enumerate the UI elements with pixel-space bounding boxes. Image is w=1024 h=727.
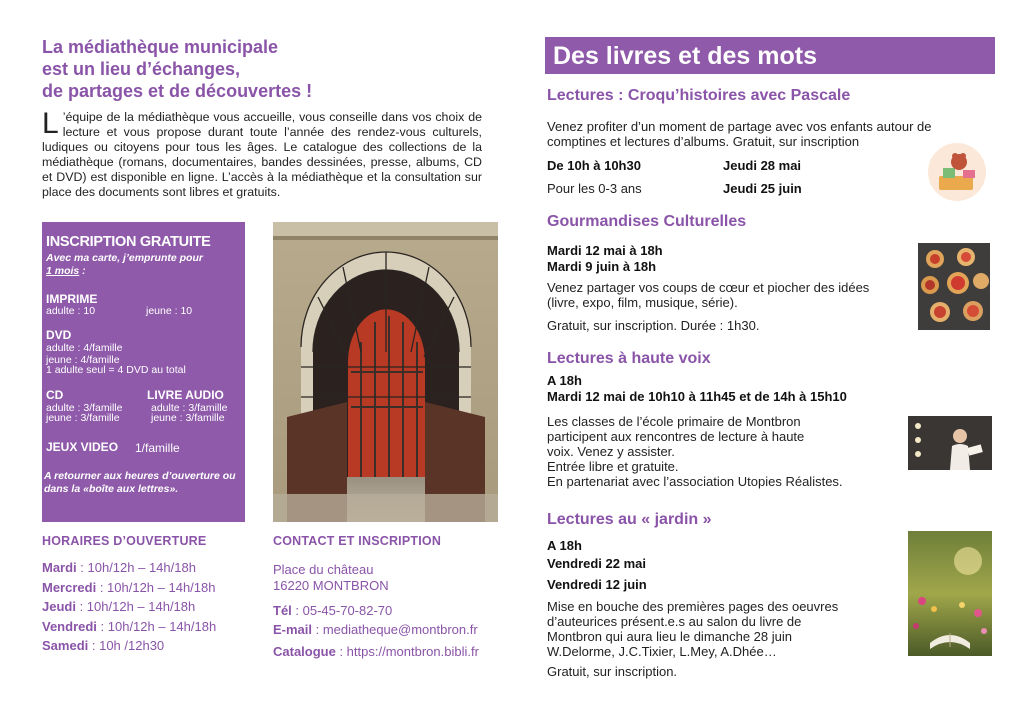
haute-voix-text [547,414,907,489]
contact-phone[interactable] [273,603,392,618]
dvd-label: DVD [46,328,72,342]
livre-audio-line-2: jeune : 3/famille [151,412,225,424]
cd-label: CD [46,388,64,402]
inscription-subtitle [46,252,236,278]
banner-title: Des livres et des mots [553,42,818,70]
day-hours: : 10h/12h – 14h/18h [75,599,196,614]
jardin-time: A 18h [547,538,582,553]
inscription-title: INSCRIPTION GRATUITE [46,234,211,250]
horaires-list [42,558,262,656]
haute-voix-line: participent aux rencontres de lecture à haute [547,429,805,444]
day-label: Mardi [42,560,77,575]
email-label: E-mail [273,622,313,637]
day-label: Vendredi [42,618,97,634]
croq-text: Venez profiter d’un moment de partage avec vos enfants autour de comptines et lectures d’albums. Gratuit, sur inscription [547,119,932,149]
horaires-title: HORAIRES D’OUVERTURE [42,534,207,548]
croq-age: Pour les 0-3 ans [547,181,642,196]
haute-voix-line: En partenariat avec l’association Utopies Réalistes. [547,474,843,489]
jardin-date-2: Vendredi 12 juin [547,577,647,592]
jardin-line: d’auteurices présent.e.s au salon du livre de [547,614,802,629]
intro-title [42,36,482,102]
horaires-row-samedi [42,636,262,656]
croq-time: De 10h à 10h30 [547,158,641,173]
inscription-box [42,222,245,522]
haute-voix-title: Lectures à haute voix [547,350,711,367]
catalogue-label: Catalogue [273,644,336,659]
horaires-row-jeudi [42,597,262,617]
contact-address-1: Place du château [273,562,374,577]
day-hours: : 10h/12h – 14h/18h [96,579,216,595]
haute-voix-photo [908,416,992,470]
dvd-line-2: jeune : 4/famille [46,354,120,366]
day-hours: : 10h/12h – 14h/18h [76,560,196,575]
intro-title-line-3: de partages et de découvertes ! [42,81,313,101]
jeux-video-label: JEUX VIDEO [46,440,119,454]
contact-address-2: 16220 MONTBRON [273,578,389,593]
croq-title: Lectures : Croqu’histoires avec Pascale [547,87,851,104]
haute-voix-time: A 18h [547,373,582,388]
jardin-line: Mise en bouche des premières pages des oeuvres [547,599,839,614]
jardin-title: Lectures au « jardin » [547,511,712,528]
gourm-info: Gratuit, sur inscription. Durée : 1h30. [547,318,760,333]
imprime-adulte: adulte : 10 [46,305,96,317]
day-label: Jeudi [42,599,76,614]
haute-voix-line: Les classes de l’école primaire de Montbron [547,414,801,429]
horaires-row-vendredi [42,617,262,637]
livre-audio-label: LIVRE AUDIO [147,388,224,402]
day-hours: : 10h/12h – 14h/18h [96,618,217,634]
dvd-line-1: adulte : 4/famille [46,342,123,354]
jardin-flowers-photo [908,531,992,656]
intro-dropcap: L [42,107,59,140]
inscription-return-note: A retourner aux heures d’ouverture ou dans la «boîte aux lettres». [44,470,236,495]
contact-email[interactable] [273,622,478,637]
gourm-text: Venez partager vos coups de cœur et piocher des idées (livre, expo, film, musique, série). [547,280,870,310]
croq-date-2: Jeudi 25 juin [723,181,802,196]
day-label: Samedi [42,638,89,653]
intro-title-line-1: La médiathèque municipale [42,37,279,57]
haute-voix-line: Entrée libre et gratuite. [547,459,679,474]
intro-body: ’équipe de la médiathèque vous accueille, vous conseille dans vos choix de lecture et vous propose durant toute l’année des rendez-vous culturels, ludiques ou citoyens pour tous les âges. Le catalogue des collections de la médiathèque (romans, documentaires, bandes dessinées, presse, albums, CD et DVD) est disponible en ligne. L’accès à la médiathèque et la consultation sur place des documents sont libres et gratuits. [42,110,482,199]
day-hours: : 10h /12h30 [88,638,165,653]
inscription-subtitle-colon: : [79,265,86,277]
haute-voix-line: voix. Venez y assister. [547,444,675,459]
horaires-row-mercredi [42,578,262,598]
jardin-line: Montbron qui aura lieu le dimanche 28 juin [547,629,792,644]
contact-catalogue-link[interactable] [273,644,479,659]
cd-line-2: jeune : 3/famille [46,412,120,424]
mediatheque-gate-photo [273,222,498,522]
cd-line-1: adulte : 3/famille [46,402,123,414]
email-value: : mediatheque@montbron.fr [312,622,478,637]
imprime-label: IMPRIME [46,292,98,306]
jardin-date-1: Vendredi 22 mai [547,556,646,571]
day-label: Mercredi [42,579,97,595]
dvd-line-3: 1 adulte seul = 4 DVD au total [46,364,186,376]
jardin-line: W.Delorme, J.C.Tixier, L.Mey, A.Dhée… [547,644,777,659]
inscription-subtitle-text: Avec ma carte, j’emprunte pour [46,252,203,264]
gourm-date-2: Mardi 9 juin à 18h [547,259,657,274]
intro-title-line-2: est un lieu d’échanges, [42,59,241,79]
livre-audio-line-1: adulte : 3/famille [151,402,228,414]
imprime-jeune: jeune : 10 [146,305,193,317]
phone-label: Tél [273,603,292,618]
haute-voix-date: Mardi 12 mai de 10h10 à 11h45 et de 14h à 15h10 [547,389,847,404]
croq-date-1: Jeudi 28 mai [723,158,802,173]
inscription-duration: 1 mois [46,265,80,277]
croq-illustration [925,142,990,202]
horaires-row-mardi [42,558,262,578]
jeux-video-value: 1/famille [135,441,180,455]
gourm-pastries-photo [918,243,990,330]
catalogue-url: : https://montbron.bibli.fr [335,644,479,659]
contact-title: CONTACT ET INSCRIPTION [273,534,442,548]
jardin-info: Gratuit, sur inscription. [547,664,678,679]
gourm-title: Gourmandises Culturelles [547,213,747,230]
intro-paragraph [42,107,482,200]
jardin-text [547,599,897,659]
gourm-date-1: Mardi 12 mai à 18h [547,243,663,258]
phone-value: : 05-45-70-82-70 [291,603,393,618]
